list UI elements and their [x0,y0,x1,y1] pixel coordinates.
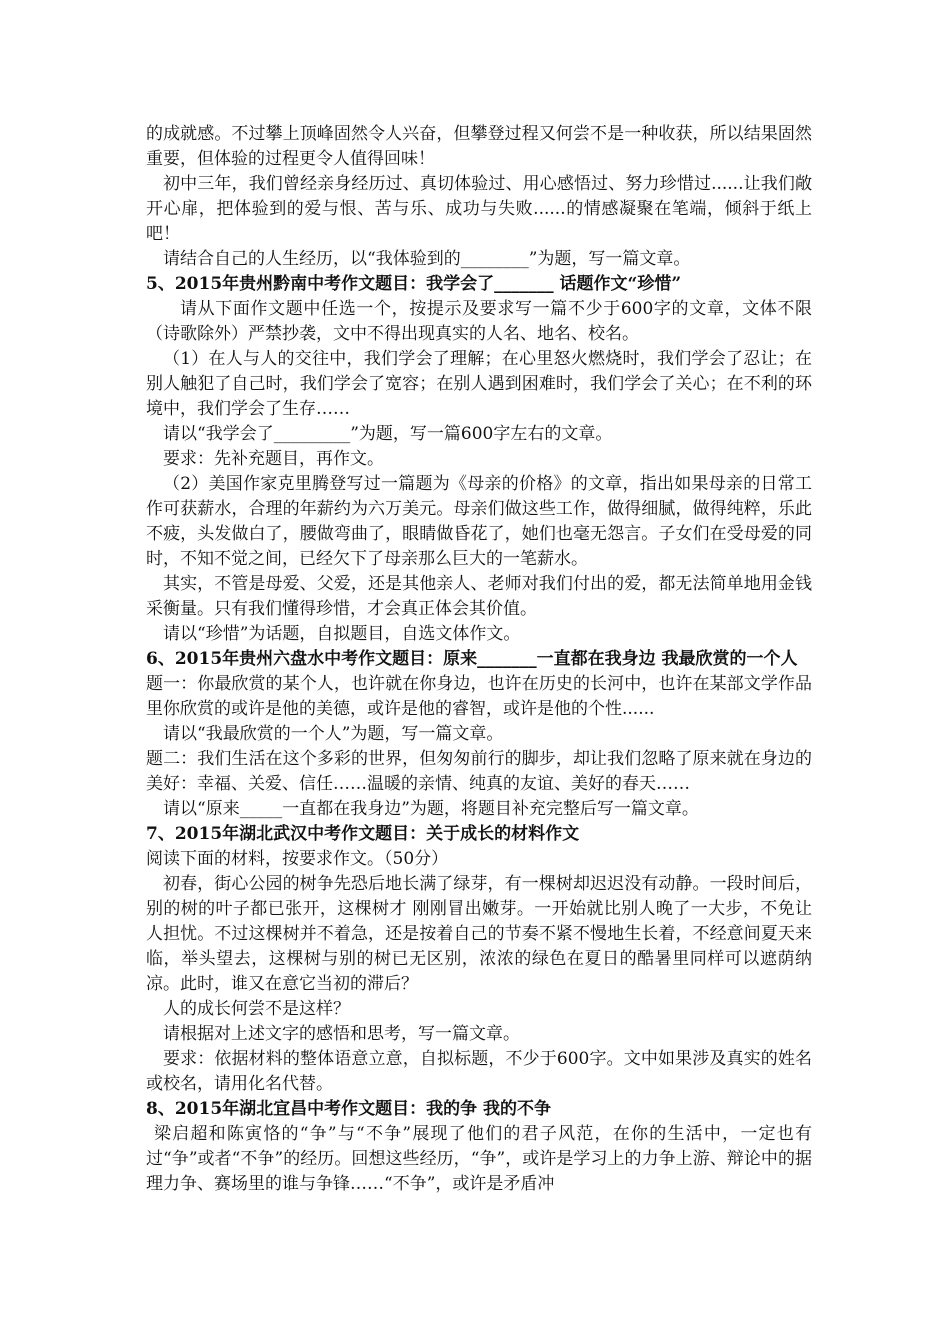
paragraph: 请结合自己的人生经历，以“我体验到的________”为题，写一篇文章。 [163,249,691,269]
paragraph: 初中三年，我们曾经亲身经历过、真切体验过、用心感悟过、努力珍惜过......让我们敞开心扉，把体验到的爱与恨、苦与乐、成功与失败......的情感凝聚在笔端，倾斜于纸上吧！ [146,174,812,244]
section-heading-8: 8、2015年湖北宜昌中考作文题目：我的争 我的不争 [146,1099,552,1119]
section-heading-7: 7、2015年湖北武汉中考作文题目：关于成长的材料作文 [146,824,580,844]
paragraph: 初春，街心公园的树争先恐后地长满了绿芽，有一棵树却迟迟没有动静。一段时间后，别的树的叶子都已张开，这棵树才 刚刚冒出嫩芽。一开始就比别人晚了一大步，不免让人担忧。不过这棵树并不着急，还是按着自己的节奏不紧不慢地生长着，不经意间夏天来临，举头望去，这棵树与别的树已无区别，浓浓的绿色在夏日的酷暑里同样可以遮荫纳凉。此时，谁又在意它当初的滞后？ [146,874,812,994]
paragraph: 题一：你最欣赏的某个人，也许就在你身边，也许在历史的长河中，也许在某部文学作品里你欣赏的或许是他的美德，或许是他的睿智，或许是他的个性...... [146,674,812,719]
paragraph: 人的成长何尝不是这样？ [163,999,350,1019]
paragraph: 阅读下面的材料，按要求作文。（50分） [146,849,449,869]
document-body [146,122,812,1197]
paragraph: 请以“珍惜”为话题，自拟题目，自选文体作文。 [163,624,521,644]
paragraph: 要求：先补充题目，再作文。 [163,449,384,469]
paragraph: 请以“我学会了_________”为题，写一篇600字左右的文章。 [163,424,613,444]
paragraph: 的成就感。不过攀上顶峰固然令人兴奋，但攀登过程又何尝不是一种收获，所以结果固然重要，但体验的过程更令人值得回味！ [146,124,812,169]
section-heading-5: 5、2015年贵州黔南中考作文题目：我学会了_______ 话题作文“珍惜” [146,274,682,294]
paragraph: 其实，不管是母爱、父爱，还是其他亲人、老师对我们付出的爱，都无法简单地用金钱采衡量。只有我们懂得珍惜，才会真正体会其价值。 [146,574,812,619]
paragraph: （1）在人与人的交往中，我们学会了理解；在心里怒火燃烧时，我们学会了忍让；在别人触犯了自己时，我们学会了宽容；在别人遇到困难时，我们学会了关心；在不利的环境中，我们学会了生存…… [146,349,812,419]
paragraph: 题二：我们生活在这个多彩的世界，但匆匆前行的脚步，却让我们忽略了原来就在身边的美好：幸福、关爱、信任……温暖的亲情、纯真的友谊、美好的春天…… [146,749,812,794]
paragraph: 请以“我最欣赏的一个人”为题，写一篇文章。 [163,724,504,744]
paragraph: 梁启超和陈寅恪的“争”与“不争”展现了他们的君子风范，在你的生活中，一定也有过“争”或者“不争”的经历。回想这些经历，“争”，或许是学习上的力争上游、辩论中的据理力争、赛场里的谁与争锋……“不争”，或许是矛盾冲 [146,1124,812,1194]
section-heading-6: 6、2015年贵州六盘水中考作文题目：原来_______一直都在我身边 我最欣赏的一个人 [146,649,798,669]
paragraph: 请根据对上述文字的感悟和思考，写一篇文章。 [163,1024,520,1044]
paragraph: 请以“原来_____一直都在我身边”为题，将题目补充完整后写一篇文章。 [163,799,699,819]
paragraph: 要求：依据材料的整体语意立意，自拟标题，不少于600字。文中如果涉及真实的姓名或校名，请用化名代替。 [146,1049,812,1094]
paragraph: 请从下面作文题中任选一个，按提示及要求写一篇不少于600字的文章，文体不限（诗歌除外）严禁抄袭，文中不得出现真实的人名、地名、校名。 [146,299,812,344]
paragraph: （2）美国作家克里腾登写过一篇题为《母亲的价格》的文章，指出如果母亲的日常工作可获薪水，合理的年薪约为六万美元。母亲们做这些工作，做得细腻，做得纯粹，乐此不疲，头发做白了，腰做弯曲了，眼睛做昏花了，她们也毫无怨言。子女们在受母爱的同时，不知不觉之间，已经欠下了母亲那么巨大的一笔薪水。 [146,474,812,569]
